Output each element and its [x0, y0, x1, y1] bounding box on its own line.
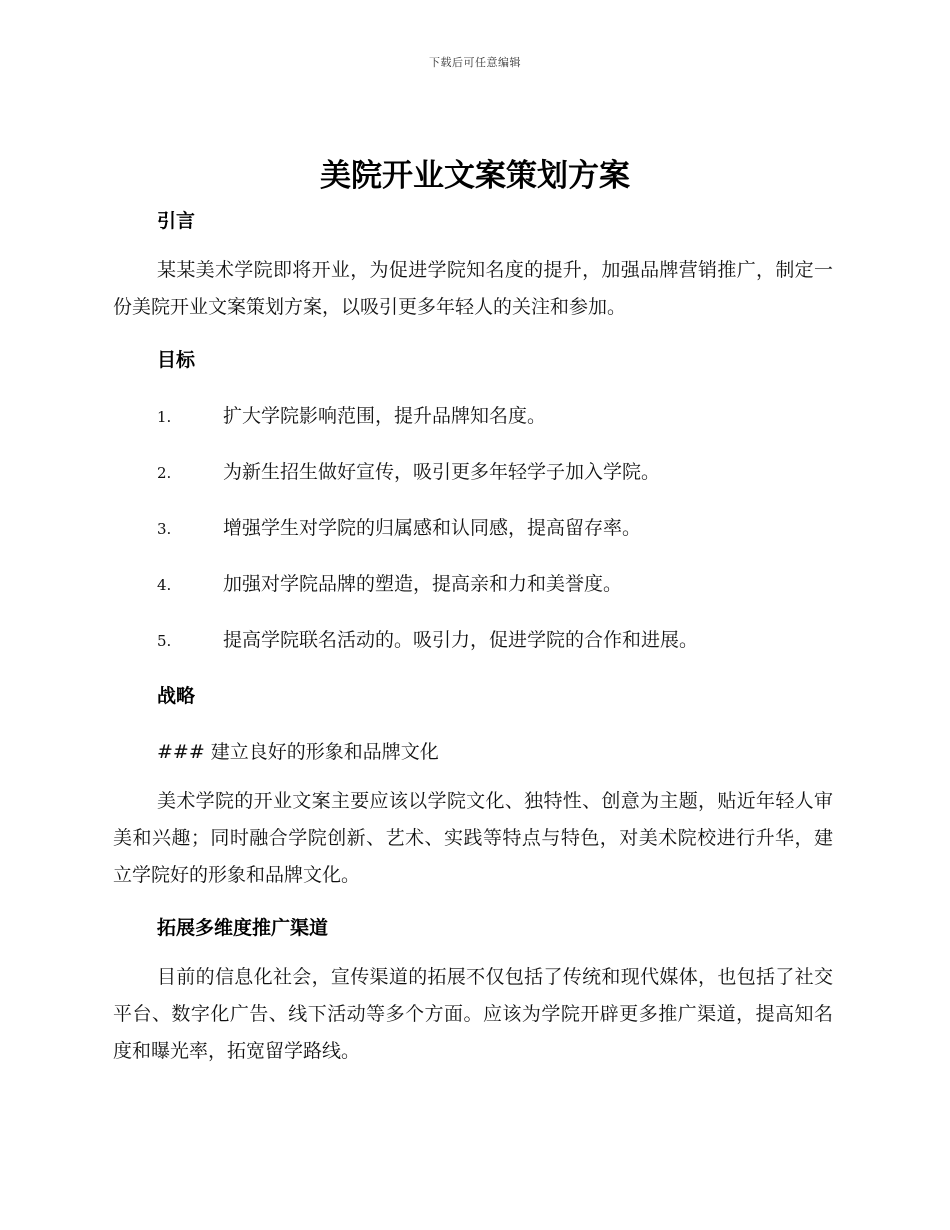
- strategy-paragraph: 美术学院的开业文案主要应该以学院文化、独特性、创意为主题，贴近年轻人审美和兴趣；同时融合学院创新、艺术、实践等特点与特色，对美术院校进行升华，建立学院好的形象和品牌文化。: [113, 790, 833, 886]
- list-item-text: 加强对学院品牌的塑造，提高亲和力和美誉度。: [223, 573, 623, 595]
- list-item: [113, 513, 833, 540]
- list-item: [113, 457, 833, 484]
- list-item-number: 5.: [157, 632, 172, 650]
- list-item-number: 2.: [157, 464, 172, 482]
- list-item-text: 增强学生对学院的归属感和认同感，提高留存率。: [223, 517, 642, 539]
- strategy-heading: 战略: [157, 685, 196, 707]
- intro-paragraph: 某某美术学院即将开业，为促进学院知名度的提升，加强品牌营销推广，制定一份美院开业文案策划方案，以吸引更多年轻人的关注和参加。: [113, 259, 833, 318]
- goals-list: [113, 401, 833, 652]
- page-header-note: 下载后可任意编辑: [429, 56, 521, 69]
- list-item-number: 4.: [157, 576, 172, 594]
- goals-heading: 目标: [157, 349, 196, 371]
- list-item-text: 提高学院联名活动的。吸引力，促进学院的合作和进展。: [223, 629, 699, 651]
- list-item: [113, 569, 833, 596]
- document-body: [113, 200, 833, 1070]
- list-item: [113, 401, 833, 428]
- list-item-number: 3.: [157, 520, 172, 538]
- list-item: [113, 625, 833, 652]
- list-item-number: 1.: [157, 408, 172, 426]
- list-item-text: 为新生招生做好宣传，吸引更多年轻学子加入学院。: [223, 461, 661, 483]
- intro-heading: 引言: [157, 210, 196, 232]
- document-title: 美院开业文案策划方案: [320, 158, 630, 194]
- channels-paragraph: 目前的信息化社会，宣传渠道的拓展不仅包括了传统和现代媒体，也包括了社交平台、数字化广告、线下活动等多个方面。应该为学院开辟更多推广渠道，提高知名度和曝光率，拓宽留学路线。: [113, 966, 833, 1062]
- strategy-subheading: ### 建立良好的形象和品牌文化: [157, 741, 439, 763]
- list-item-text: 扩大学院影响范围，提升品牌知名度。: [223, 405, 547, 427]
- channels-heading: 拓展多维度推广渠道: [157, 917, 329, 939]
